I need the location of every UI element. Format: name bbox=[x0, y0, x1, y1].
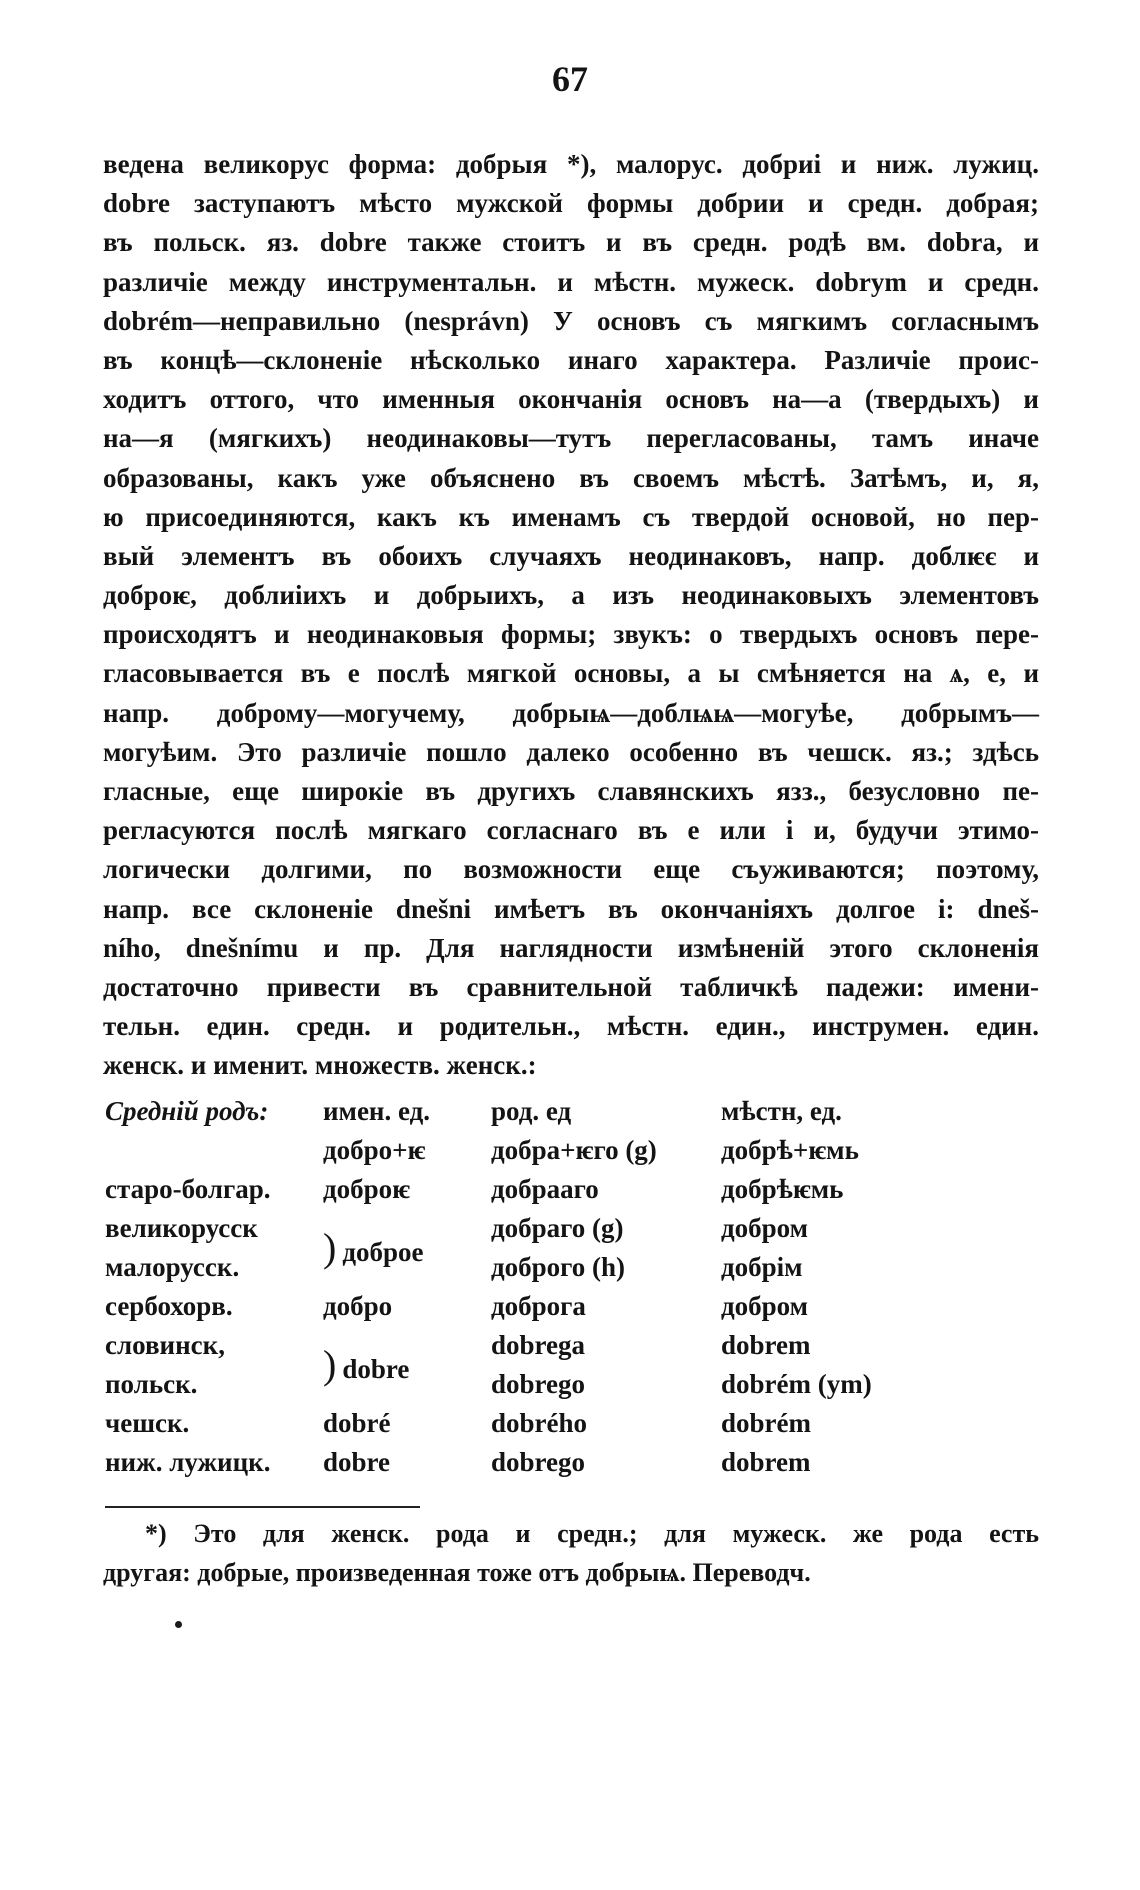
loc-form: добром bbox=[721, 1291, 809, 1321]
text-line: ходитъ оттого, что именныя окончанія основъ на—а (твердыхъ) и bbox=[103, 384, 1039, 415]
text-line: вый элементъ въ обоихъ случаяхъ неодинаковъ, напр. доблѥє и bbox=[103, 540, 1039, 571]
table-header-label: Средній родъ: bbox=[105, 1096, 269, 1126]
loc-form: dobrém bbox=[721, 1408, 811, 1438]
text-line: образованы, какъ уже объяснено въ своемъ мѣстѣ. Затѣмъ, и, я, bbox=[103, 462, 1039, 493]
table-row bbox=[105, 1209, 925, 1248]
text-line: напр. все склоненіе dnešni имѣетъ въ окончаніяхъ долгое і: dneš- bbox=[103, 893, 1039, 924]
gen-form: dobrega bbox=[491, 1330, 586, 1360]
text-line: гласные, еще широкіе въ другихъ славянскихъ язз., безусловно пе- bbox=[103, 776, 1039, 806]
gen-form: dobrého bbox=[491, 1408, 588, 1438]
text-line: dobre заступаютъ мѣсто мужской формы добрии и средн. добрая; bbox=[103, 188, 1039, 219]
brace-mark: ) bbox=[323, 1225, 337, 1270]
language-name: чешск. bbox=[105, 1408, 190, 1438]
text-line: ю присоединяются, какъ къ именамъ съ твердой основой, но пер- bbox=[103, 501, 1039, 532]
base-form-nom: добро+ѥ bbox=[323, 1135, 426, 1165]
table-row bbox=[105, 1248, 925, 1287]
text-line: въ концѣ—склоненіе нѣсколько инаго характера. Различіе проис- bbox=[103, 344, 1039, 375]
declension-table bbox=[105, 1092, 925, 1482]
loc-form: dobrém (ym) bbox=[721, 1369, 872, 1399]
loc-form: добром bbox=[721, 1213, 809, 1243]
loc-form: добрѣѥмь bbox=[721, 1174, 844, 1204]
text-line: dobrém—неправильно (nesprávn) У основъ съ мягкимъ согласнымъ bbox=[103, 305, 1039, 336]
nom-form: добро bbox=[323, 1291, 393, 1321]
text-line: ního, dnešnímu и пр. Для наглядности измѣненій этого склоненія bbox=[103, 932, 1039, 963]
gen-form: dobrego bbox=[491, 1447, 586, 1477]
footnote bbox=[103, 1514, 1039, 1592]
text-line: тельн. един. средн. и родительн., мѣстн. един., инструмен. един. bbox=[103, 1011, 1039, 1042]
table-row bbox=[105, 1404, 925, 1443]
column-header-loc: мѣстн, ед. bbox=[721, 1096, 842, 1126]
language-name: малорусск. bbox=[105, 1252, 240, 1282]
text-line: на—я (мягкихъ) неодинаковы—тутъ перегласованы, тамъ иначе bbox=[103, 423, 1039, 454]
text-line: доброѥ, доблиіихъ и добрыихъ, а изъ неодинаковыхъ элементовъ bbox=[103, 580, 1039, 611]
nom-form: доброѥ bbox=[323, 1174, 411, 1204]
column-header-gen: род. ед bbox=[491, 1096, 572, 1126]
loc-form: добрім bbox=[721, 1252, 803, 1282]
text-line: гласовывается въ е послѣ мягкой основы, а ы смѣняется на ѧ, е, и bbox=[103, 658, 1039, 689]
loc-form: dobrem bbox=[721, 1447, 811, 1477]
table-row bbox=[105, 1365, 925, 1404]
footnote-line: *) Это для женск. рода и средн.; для мужеск. же рода есть bbox=[145, 1519, 1039, 1548]
page-number: 67 bbox=[552, 59, 588, 99]
text-line: различіе между инструментальн. и мѣстн. мужеск. dobrym и средн. bbox=[103, 266, 1039, 297]
table-row bbox=[105, 1170, 925, 1209]
text-line: достаточно привести въ сравнительной табличкѣ падежи: имени- bbox=[103, 971, 1039, 1002]
language-name: старо-болгар. bbox=[105, 1174, 271, 1204]
text-line: напр. доброму—могучему, добрыѩ—доблѩѩ—могуѣе, добрымъ— bbox=[103, 697, 1039, 728]
text-line: могуѣим. Это различіе пошло далеко особенно въ чешск. яз.; здѣсь bbox=[103, 736, 1039, 767]
body-paragraph bbox=[103, 145, 1039, 1086]
column-header-nom: имен. ед. bbox=[323, 1096, 431, 1126]
printer-dot-mark bbox=[175, 1621, 182, 1628]
table-row bbox=[105, 1326, 925, 1365]
nom-form-shared bbox=[323, 1209, 491, 1287]
nom-form: dobre bbox=[342, 1354, 410, 1384]
footnote-line: другая: добрые, произведенная тоже отъ добрыѩ. Переводч. bbox=[103, 1558, 811, 1588]
language-name: словинск, bbox=[105, 1330, 225, 1360]
base-forms-row bbox=[105, 1131, 925, 1170]
text-line: женск. и именит. множеств. женск.: bbox=[103, 1050, 537, 1081]
text-line: регласуются послѣ мягкаго согласнаго въ е или і и, будучи этимо- bbox=[103, 815, 1039, 846]
text-line: происходятъ и неодинаковыя формы; звукъ: о твердыхъ основъ пере- bbox=[103, 619, 1039, 650]
gen-form: добрааго bbox=[491, 1174, 599, 1204]
table-row bbox=[105, 1287, 925, 1326]
gen-form: доброго (h) bbox=[491, 1252, 626, 1282]
gen-form: добраго (g) bbox=[491, 1213, 624, 1243]
footnote-rule bbox=[105, 1506, 420, 1508]
language-name: сербохорв. bbox=[105, 1291, 233, 1321]
nom-form: dobré bbox=[323, 1408, 391, 1438]
loc-form: dobrem bbox=[721, 1330, 811, 1360]
gen-form: dobrego bbox=[491, 1369, 586, 1399]
table-row bbox=[105, 1443, 925, 1482]
base-form-loc: добрѣ+ѥмь bbox=[721, 1135, 859, 1165]
language-name: польск. bbox=[105, 1369, 198, 1399]
base-form-gen: добра+ѥго (g) bbox=[491, 1135, 657, 1165]
text-line: ведена великорус форма: добрыя *), малорус. добриі и ниж. лужиц. bbox=[103, 149, 1039, 179]
text-line: логически долгими, по возможности еще съуживаются; поэтому, bbox=[103, 854, 1039, 885]
gen-form: доброга bbox=[491, 1291, 586, 1321]
language-name: ниж. лужицк. bbox=[105, 1447, 271, 1477]
table-header-row bbox=[105, 1092, 925, 1131]
nom-form: dobre bbox=[323, 1447, 391, 1477]
text-line: въ польск. яз. dobre также стоитъ и въ средн. родѣ вм. dobra, и bbox=[103, 227, 1039, 258]
language-name: великорусск bbox=[105, 1213, 258, 1243]
nom-form: доброе bbox=[342, 1237, 424, 1267]
brace-mark: ) bbox=[323, 1342, 337, 1387]
nom-form-shared bbox=[323, 1326, 491, 1404]
